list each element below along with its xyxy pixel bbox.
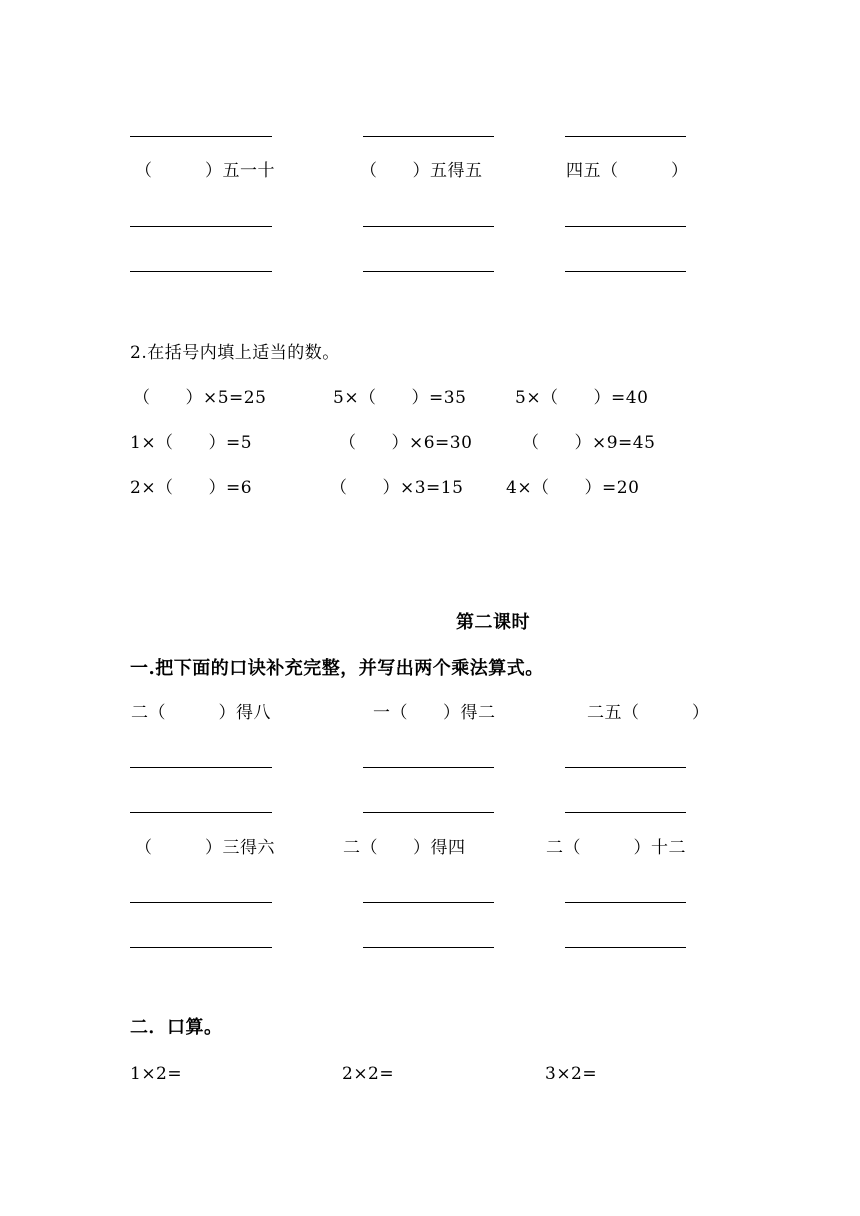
- lesson-title: 第二课时: [456, 612, 530, 633]
- arithmetic-item: 2×2=: [342, 1064, 395, 1084]
- rhyme-blank-2: （ ）五得五: [360, 161, 483, 181]
- answer-line: [565, 271, 686, 272]
- answer-line: [565, 902, 686, 903]
- answer-line: [363, 812, 494, 813]
- answer-line: [363, 902, 494, 903]
- answer-line: [363, 226, 494, 227]
- arithmetic-item: 1×2=: [130, 1064, 183, 1084]
- rhyme-blank-3: 四五（ ）: [566, 161, 689, 181]
- fill-blank-equation: 2×（ ）=6: [130, 478, 253, 498]
- fill-blank-equation: （ ）×5=25: [133, 388, 267, 408]
- rhyme-blank: 二（ ）得八: [131, 703, 271, 723]
- fill-blank-equation: 1×（ ）=5: [130, 433, 253, 453]
- answer-line: [363, 136, 494, 137]
- question-2-title: 2.在括号内填上适当的数。: [130, 343, 340, 363]
- answer-line: [130, 902, 272, 903]
- fill-blank-equation: （ ）×6=30: [339, 433, 473, 453]
- answer-line: [130, 226, 272, 227]
- answer-line: [565, 136, 686, 137]
- fill-blank-equation: 4×（ ）=20: [506, 478, 640, 498]
- rhyme-blank: 一（ ）得二: [373, 703, 496, 723]
- answer-line: [130, 136, 272, 137]
- fill-blank-equation: （ ）×3=15: [330, 478, 464, 498]
- answer-line: [565, 947, 686, 948]
- rhyme-blank: 二（ ）得四: [343, 838, 466, 858]
- arithmetic-item: 3×2=: [545, 1064, 598, 1084]
- rhyme-blank: （ ）三得六: [135, 838, 275, 858]
- answer-line: [363, 271, 494, 272]
- answer-line: [130, 271, 272, 272]
- answer-line: [130, 812, 272, 813]
- answer-line: [363, 947, 494, 948]
- fill-blank-equation: 5×（ ）=40: [515, 388, 649, 408]
- rhyme-blank: 二（ ）十二: [546, 838, 686, 858]
- section-1-title: 一.把下面的口诀补充完整，并写出两个乘法算式。: [130, 658, 544, 679]
- answer-line: [130, 767, 272, 768]
- fill-blank-equation: （ ）×9=45: [522, 433, 656, 453]
- answer-line: [363, 767, 494, 768]
- rhyme-blank-1: （ ）五一十: [135, 161, 275, 181]
- answer-line: [565, 226, 686, 227]
- answer-line: [565, 812, 686, 813]
- section-2-title: 二．口算。: [130, 1017, 223, 1038]
- answer-line: [565, 767, 686, 768]
- answer-line: [130, 947, 272, 948]
- fill-blank-equation: 5×（ ）=35: [333, 388, 467, 408]
- rhyme-blank: 二五（ ）: [587, 703, 710, 723]
